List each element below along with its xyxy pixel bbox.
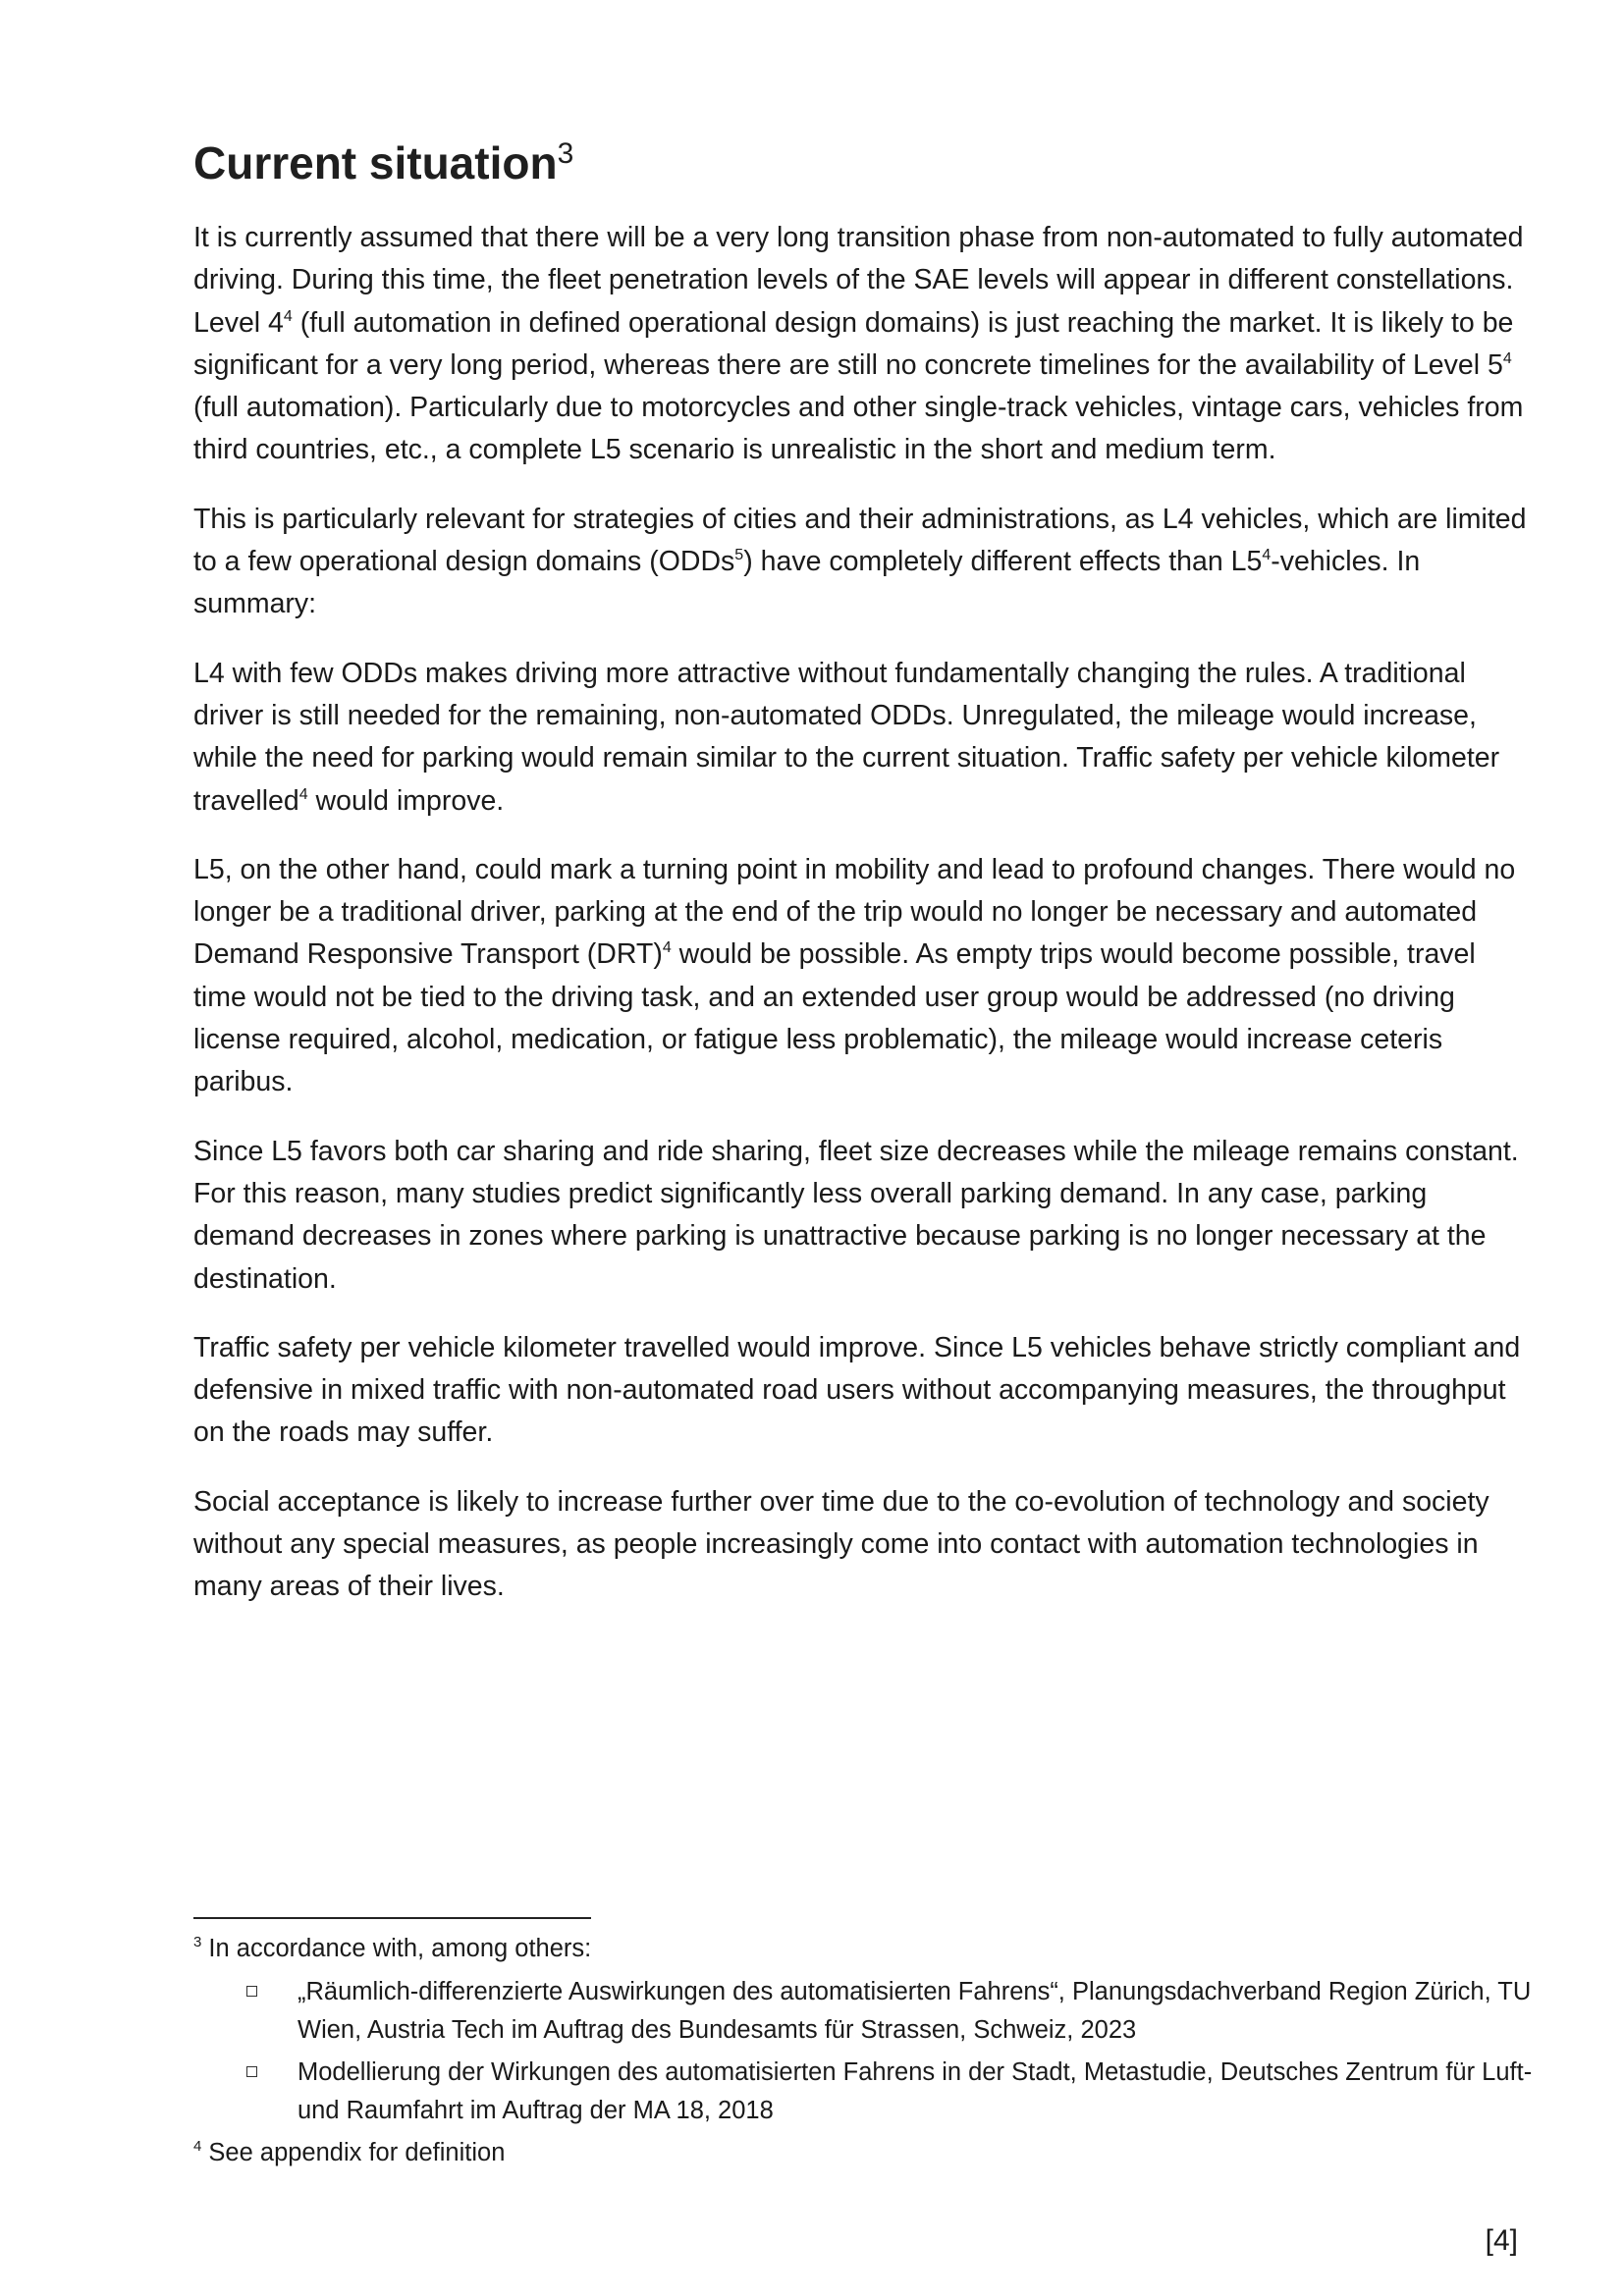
paragraph [193, 499, 1529, 626]
paragraph-text: (full automation in defined operational design domains) is just reaching the market. It is likely to be significant for a very long period, whereas there are still no concrete timelines for the availability of Level 5 [193, 306, 1514, 381]
footnote-ref[interactable]: 4 [662, 939, 672, 957]
footnote-text: See appendix for definition [201, 2139, 506, 2166]
source-text: „Räumlich-differenzierte Auswirkungen des automatisierten Fahrens“, Planungsdachverband Region Zürich, TU Wien, Austria Tech im Auftrag des Bundesamts für Strassen, Schweiz, 2023 [298, 1978, 1532, 2044]
paragraph [193, 217, 1529, 472]
body-text [193, 217, 1529, 1635]
paragraph-text: Traffic safety per vehicle kilometer travelled would improve. Since L5 vehicles behave strictly compliant and defensive in mixed traffic with non-automated road users without accompanying measures, the throughput on the roads may suffer. [193, 1331, 1521, 1449]
footnote-marker: 4 [193, 2138, 202, 2155]
footnote-ref[interactable]: 4 [298, 785, 308, 803]
footnote-ref[interactable]: 5 [734, 547, 744, 564]
paragraph-text: -vehicles. In summary: [193, 546, 1421, 620]
paragraph-text: (full automation). Particularly due to motorcycles and other single-track vehicles, vintage cars, vehicles from third countries, etc., a complete L5 scenario is unrealistic in the short and medium term. [193, 392, 1524, 466]
page-title-text: Current situation [193, 137, 558, 188]
footnote-ref[interactable]: 4 [283, 307, 293, 325]
paragraph-text: L5, on the other hand, could mark a turning point in mobility and lead to profound changes. There would no longer be a traditional driver, parking at the end of the trip would no longer be necessary and automated Demand Responsive Transport (DRT) [193, 853, 1516, 971]
paragraph [193, 653, 1529, 823]
paragraph-text: ) have completely different effects than L5 [743, 546, 1263, 578]
paragraph-text: This is particularly relevant for strategies of cities and their administrations, as L4 vehicles, which are limited to a few operational design domains (ODDs [193, 503, 1527, 578]
paragraph [193, 1131, 1529, 1301]
footnotes [193, 1930, 1548, 2171]
paragraph-text: would be possible. As empty trips would become possible, travel time would not be tied to the driving task, and an extended user group would be addressed (no driving license required, alcohol, medication, or fatigue less problematic), the mileage would increase ceteris paribus. [193, 938, 1476, 1098]
footnote-divider [193, 1917, 591, 1919]
paragraph [193, 849, 1529, 1104]
footnote-ref[interactable]: 4 [1262, 547, 1272, 564]
footnote-3 [193, 1930, 1548, 1967]
footnote-text: In accordance with, among others: [201, 1935, 592, 1962]
footnote-marker: 3 [193, 1934, 202, 1950]
list-item [193, 2054, 1548, 2130]
paragraph [193, 1481, 1529, 1609]
square-bullet-icon [246, 1986, 257, 1997]
paragraph-text: It is currently assumed that there will be a very long transition phase from non-automated to fully automated driving. During this time, the fleet penetration levels of the SAE levels will appear in different constellations. Level 4 [193, 222, 1524, 339]
paragraph-text: Social acceptance is likely to increase further over time due to the co-evolution of technology and society without any special measures, as people increasingly come into contact with automation technologies in many areas of their lives. [193, 1485, 1489, 1603]
page-title [193, 135, 573, 190]
footnote-4 [193, 2134, 1548, 2171]
footnote-source-list [193, 1973, 1548, 2130]
paragraph-text: would improve. [307, 784, 505, 817]
list-item [193, 1973, 1548, 2050]
source-text: Modellierung der Wirkungen des automatisierten Fahrens in der Stadt, Metastudie, Deutsches Zentrum für Luft- und Raumfahrt im Auftrag der MA 18, 2018 [298, 2058, 1533, 2124]
paragraph-text: Since L5 favors both car sharing and ride sharing, fleet size decreases while the mileage remains constant. For this reason, many studies predict significantly less overall parking demand. In any case, parking demand decreases in zones where parking is unattractive because parking is no longer necessary at the destination. [193, 1135, 1519, 1295]
square-bullet-icon [246, 2066, 257, 2077]
paragraph [193, 1327, 1529, 1455]
footnote-ref[interactable]: 4 [1502, 349, 1512, 367]
page-number: [4] [1485, 2224, 1518, 2257]
heading-footnote-ref[interactable]: 3 [557, 137, 574, 170]
paragraph-text: L4 with few ODDs makes driving more attractive without fundamentally changing the rules. A traditional driver is still needed for the remaining, non-automated ODDs. Unregulated, the mileage would increase, while the need for parking would remain similar to the current situation. Traffic safety per vehicle kilometer travelled [193, 657, 1500, 817]
